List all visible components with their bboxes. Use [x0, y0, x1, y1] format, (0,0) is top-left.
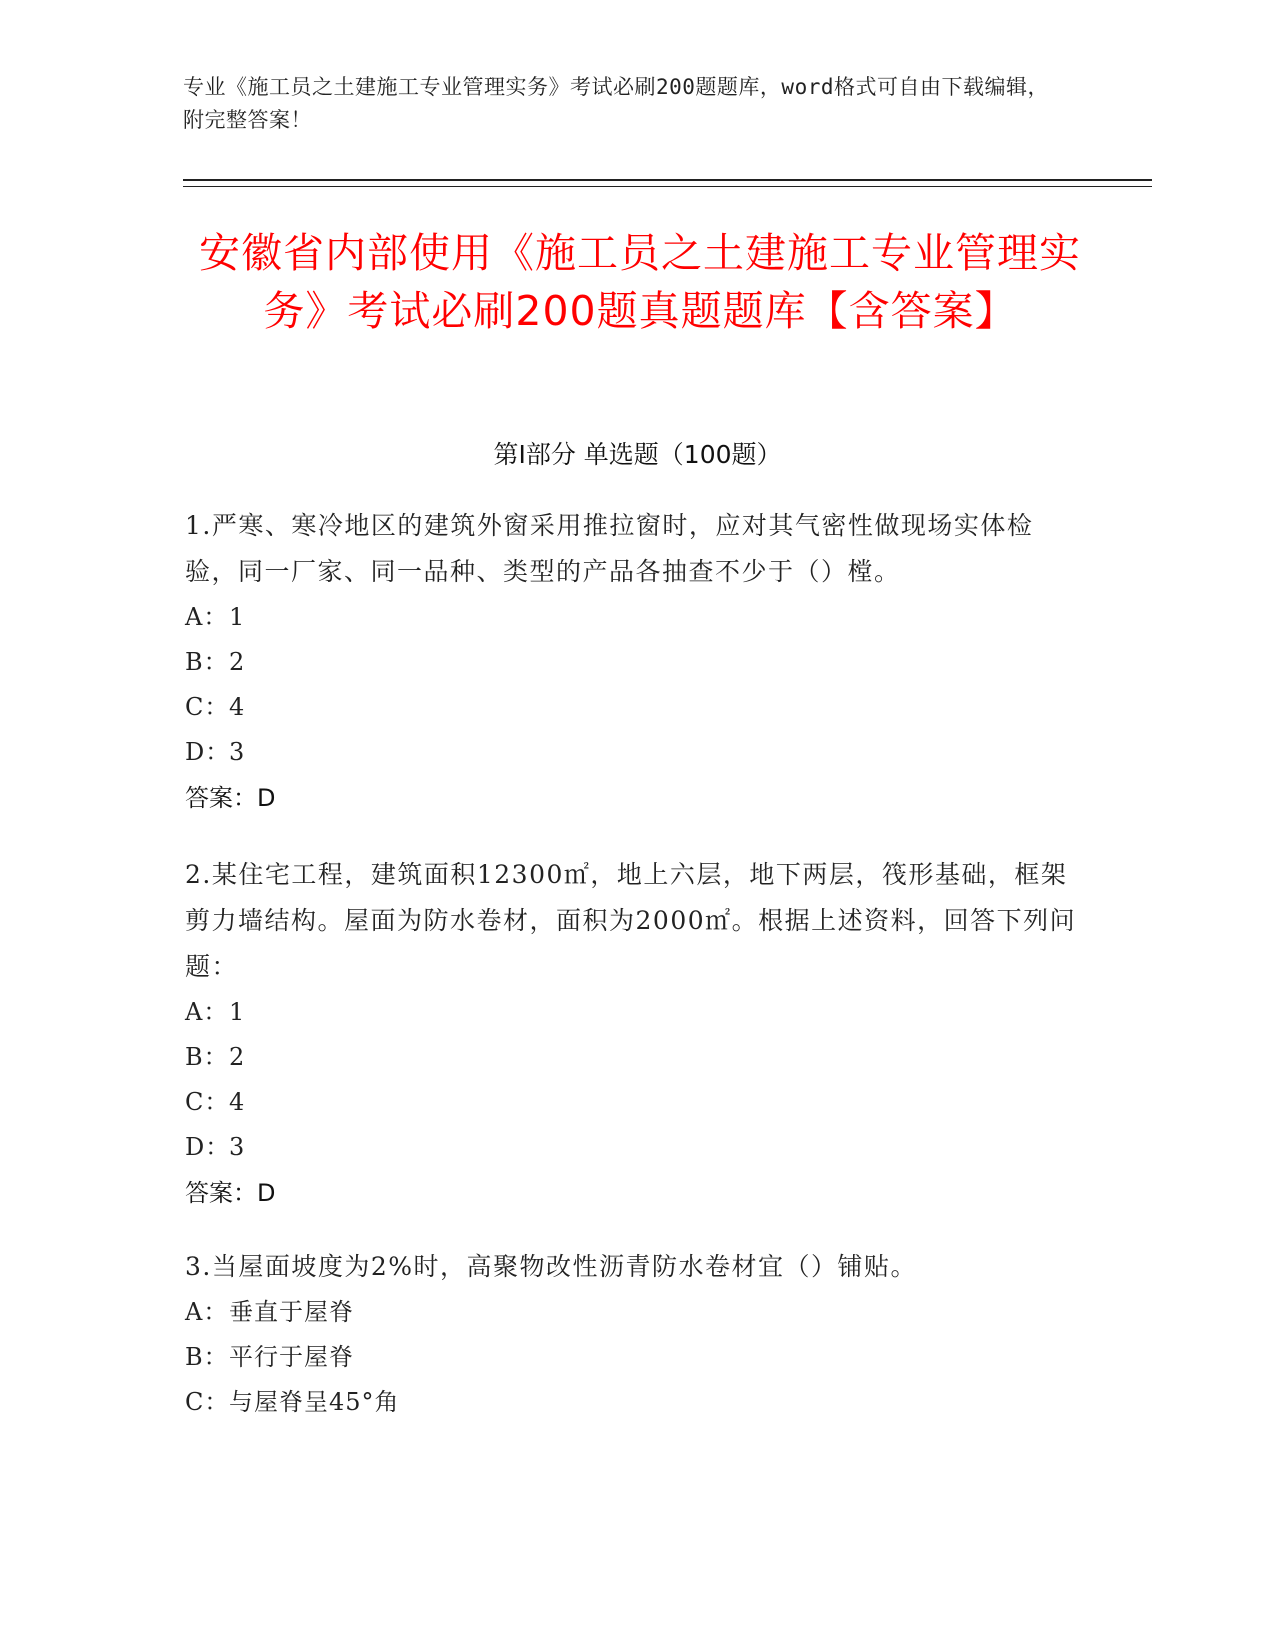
question-1: [185, 503, 1085, 821]
question-3: [185, 1244, 1085, 1425]
option-d: [185, 730, 1085, 775]
option-text: 3: [229, 1133, 246, 1161]
option-letter: B：: [185, 1343, 229, 1371]
option-text: 与屋脊呈45°角: [229, 1388, 400, 1416]
option-text: 2: [229, 1043, 246, 1071]
option-a: [185, 1290, 1085, 1335]
header-rule-thick: [183, 179, 1152, 181]
option-text: 4: [229, 693, 246, 721]
option-letter: C：: [185, 1088, 230, 1116]
option-b: [185, 1335, 1085, 1380]
option-letter: D：: [185, 1133, 231, 1161]
option-letter: A：: [185, 603, 229, 631]
option-text: 垂直于屋脊: [229, 1298, 354, 1326]
question-stem: 2.某住宅工程，建筑面积12300㎡，地上六层，地下两层，筏形基础，框架剪力墙结构。屋面为防水卷材，面积为2000㎡。根据上述资料，回答下列问题：: [185, 860, 1077, 981]
option-b: [185, 640, 1085, 685]
answer-line: 答案：D: [185, 784, 276, 812]
option-text: 4: [229, 1088, 246, 1116]
option-c: [185, 685, 1085, 730]
header-rule-thin: [183, 186, 1152, 187]
option-letter: A：: [185, 998, 229, 1026]
question-stem: 3.当屋面坡度为2%时，高聚物改性沥青防水卷材宜（）铺贴。: [185, 1252, 918, 1281]
option-letter: B：: [185, 1043, 229, 1071]
option-letter: D：: [185, 738, 231, 766]
option-d: [185, 1125, 1085, 1170]
option-b: [185, 1035, 1085, 1080]
option-c: [185, 1080, 1085, 1125]
option-letter: C：: [185, 1388, 230, 1416]
option-text: 1: [229, 603, 246, 631]
option-text: 平行于屋脊: [229, 1343, 354, 1371]
option-a: [185, 990, 1085, 1035]
question-stem: 1.严寒、寒冷地区的建筑外窗采用推拉窗时，应对其气密性做现场实体检验，同一厂家、同一品种、类型的产品各抽查不少于（）樘。: [185, 511, 1034, 586]
option-text: 3: [229, 738, 246, 766]
option-letter: C：: [185, 693, 230, 721]
option-text: 2: [229, 648, 246, 676]
option-letter: B：: [185, 648, 229, 676]
answer-line: 答案：D: [185, 1179, 276, 1207]
option-text: 1: [229, 998, 246, 1026]
option-a: [185, 595, 1085, 640]
question-2: [185, 852, 1085, 1216]
document-title: 安徽省内部使用《施工员之土建施工专业管理实务》考试必刷200题真题题库【含答案】: [199, 229, 1081, 335]
option-letter: A：: [185, 1298, 229, 1326]
section-title: 第I部分 单选题（100题）: [493, 440, 782, 469]
option-c: [185, 1380, 1085, 1425]
header-note: 专业《施工员之土建施工专业管理实务》考试必刷200题题库，word格式可自由下载编辑，附完整答案！: [183, 75, 1049, 132]
